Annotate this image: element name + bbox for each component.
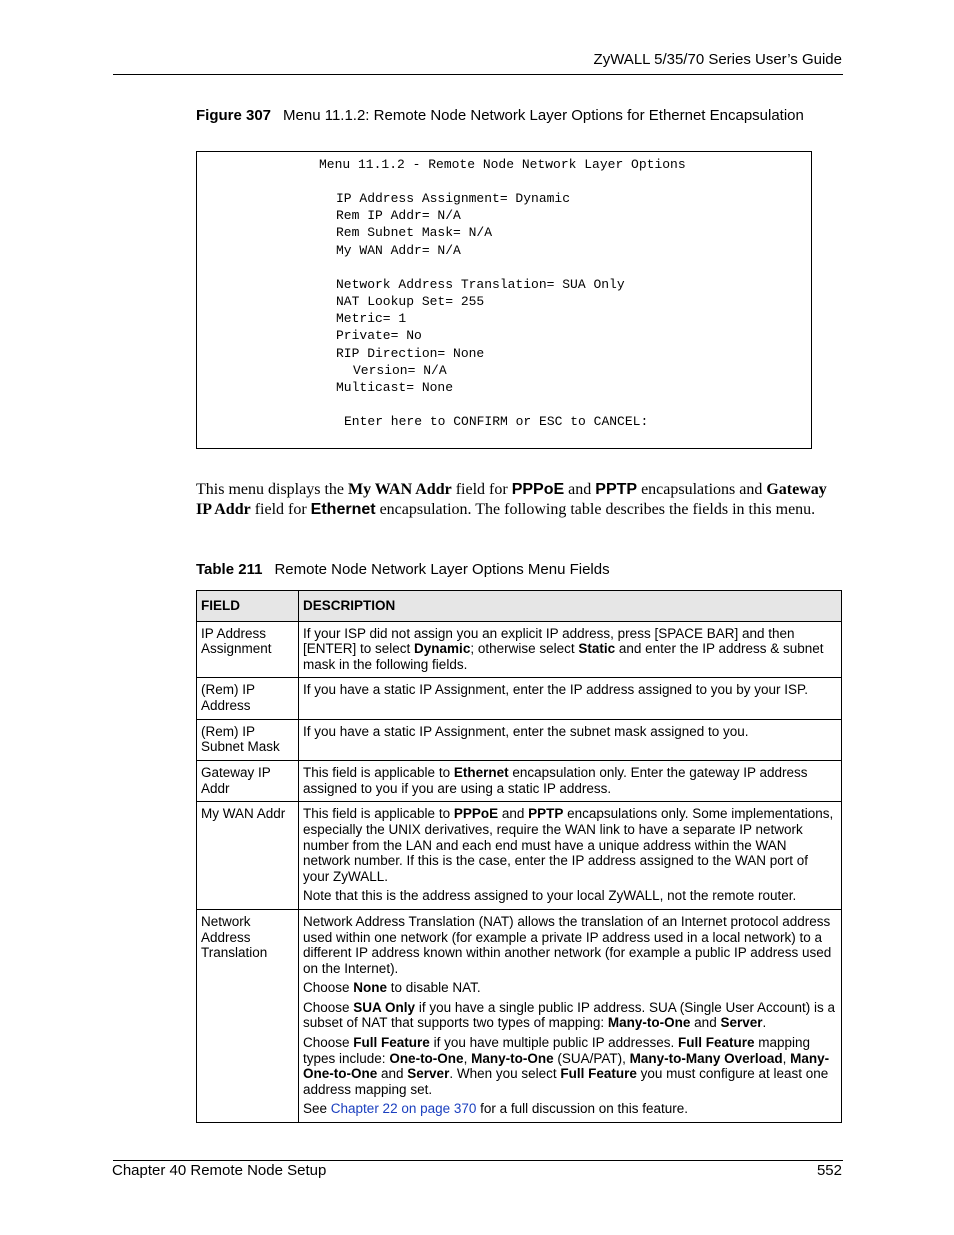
- table-row: [197, 719, 842, 761]
- field-description: [299, 761, 842, 802]
- terminal-screen: [196, 151, 812, 449]
- desc-bold: PPPoE: [453, 806, 499, 822]
- desc-paragraph: [303, 1035, 837, 1097]
- desc-bold: Many-to-One: [607, 1015, 691, 1031]
- desc-text: encapsulation only. Enter the gateway IP address assigned to you if you are using a static IP address.: [303, 765, 808, 796]
- desc-text: If you have a static IP Assignment, enter the IP address assigned to you by your ISP.: [303, 682, 809, 698]
- screen-line: Private= No: [336, 328, 422, 343]
- desc-bold: Static: [578, 641, 616, 657]
- intro-text: encapsulation. The following table describes the fields in this menu.: [375, 501, 816, 518]
- desc-text: . When you select: [449, 1066, 561, 1082]
- desc-bold: PPTP: [528, 806, 564, 822]
- field-description: [299, 678, 842, 719]
- desc-text: ,: [782, 1050, 791, 1066]
- running-header: ZyWALL 5/35/70 Series User’s Guide: [593, 51, 842, 68]
- desc-text: and: [377, 1066, 408, 1082]
- table-title: Remote Node Network Layer Options Menu Fields: [274, 561, 610, 578]
- intro-bold: PPTP: [595, 481, 638, 498]
- desc-bold: Many- One-to-One: [303, 1050, 830, 1082]
- desc-text: and enter the IP address & subnet mask in the following fields.: [303, 641, 824, 672]
- page-number: 552: [816, 1162, 842, 1179]
- field-description: [299, 802, 842, 910]
- column-header-description: DESCRIPTION: [299, 591, 842, 622]
- desc-paragraph: [303, 980, 837, 996]
- desc-text: if you have a single public IP address. SUA (Single User Account) is a subset of NAT that supports two types of mapping:: [303, 999, 836, 1031]
- fields-table: [196, 590, 842, 1123]
- screen-line: RIP Direction= None: [336, 346, 485, 361]
- intro-paragraph: [196, 480, 842, 520]
- desc-bold: One-to-One: [389, 1050, 464, 1066]
- intro-bold: My WAN Addr: [347, 481, 452, 498]
- desc-text: (SUA/PAT),: [553, 1050, 630, 1066]
- field-name: Network Address Translation: [197, 909, 299, 1122]
- screen-line: Rem IP Addr= N/A: [336, 208, 461, 223]
- field-name: Gateway IP Addr: [197, 761, 299, 802]
- table-header-row: [197, 591, 842, 622]
- desc-text: See: [303, 1101, 331, 1117]
- desc-bold: SUA Only: [353, 999, 416, 1015]
- desc-text: If your ISP did not assign you an explicit IP address, press [SPACE BAR] and then [ENTER] to select: [303, 625, 795, 657]
- screen-line: Rem Subnet Mask= N/A: [336, 225, 493, 240]
- screen-line: Network Address Translation= SUA Only: [336, 277, 625, 292]
- desc-text: and: [690, 1015, 721, 1031]
- screen-line: IP Address Assignment= Dynamic: [336, 191, 571, 206]
- desc-bold: Many-to-Many Overload: [629, 1050, 783, 1066]
- desc-bold: Server: [720, 1015, 763, 1031]
- desc-text: for a full discussion on this feature.: [476, 1101, 689, 1117]
- desc-bold: None: [353, 980, 388, 996]
- desc-bold: Server: [407, 1066, 450, 1082]
- desc-bold: Dynamic: [414, 641, 471, 657]
- figure-title: Menu 11.1.2: Remote Node Network Layer Options for Ethernet Encapsulation: [283, 107, 804, 124]
- table-label: Table 211: [196, 561, 263, 578]
- desc-paragraph: [303, 1101, 837, 1117]
- desc-text: Choose: [303, 1035, 354, 1051]
- desc-text: This field is applicable to: [303, 765, 454, 781]
- desc-text: .: [762, 1015, 767, 1031]
- field-name: (Rem) IP Subnet Mask: [197, 719, 299, 761]
- screen-line: Multicast= None: [336, 380, 454, 395]
- desc-text: and: [498, 806, 529, 822]
- screen-line: NAT Lookup Set= 255: [336, 294, 485, 309]
- screen-title: Menu 11.1.2 - Remote Node Network Layer Options: [319, 157, 686, 172]
- desc-text: you must configure at least one address mapping set.: [303, 1066, 829, 1097]
- desc-text: mapping types include:: [303, 1035, 811, 1066]
- field-description: [299, 621, 842, 678]
- intro-text: This menu displays the: [196, 481, 348, 498]
- intro-text: field for: [250, 501, 311, 518]
- intro-text: and: [564, 481, 596, 498]
- desc-paragraph: Note that this is the address assigned to your local ZyWALL, not the remote router.: [303, 888, 797, 904]
- figure-caption: [196, 107, 804, 124]
- screen-line: Version= N/A: [353, 363, 447, 378]
- desc-paragraph: [303, 806, 837, 884]
- desc-text: ; otherwise select: [470, 641, 579, 657]
- footer-chapter: Chapter 40 Remote Node Setup: [112, 1162, 327, 1179]
- desc-bold: Full Feature: [353, 1035, 430, 1051]
- desc-text: If you have a static IP Assignment, enter the subnet mask assigned to you.: [303, 723, 749, 739]
- screen-line: My WAN Addr= N/A: [336, 243, 461, 258]
- intro-text: encapsulations and: [637, 481, 767, 498]
- table-row: [197, 802, 842, 910]
- intro-text: field for: [451, 481, 512, 498]
- desc-text: Choose: [303, 980, 354, 996]
- table-row: [197, 621, 842, 678]
- table-caption: [196, 561, 610, 578]
- desc-text: to disable NAT.: [387, 980, 481, 996]
- field-name: My WAN Addr: [197, 802, 299, 910]
- figure-label: Figure 307: [196, 107, 272, 124]
- desc-bold: Many-to-One: [471, 1050, 554, 1066]
- header-rule: [113, 74, 843, 75]
- table-row: [197, 909, 842, 1122]
- desc-paragraph: [303, 1000, 837, 1031]
- intro-bold: Gateway IP Addr: [196, 481, 827, 518]
- desc-paragraph: Network Address Translation (NAT) allows the translation of an Internet protocol address used within one network (for example a private IP address used in a local network) to a different IP address known within another network (for example a public IP address used on the Internet).: [303, 913, 832, 976]
- intro-bold: Ethernet: [310, 501, 376, 518]
- desc-bold: Full Feature: [677, 1035, 755, 1051]
- table-row: [197, 761, 842, 802]
- field-name: IP Address Assignment: [197, 621, 299, 678]
- desc-text: encapsulations only. Some implementations, especially the UNIX derivatives, require the WAN link to have a separate IP network number from the LAN and each end must have a unique address within the WAN network number. If this is the case, enter the IP address assigned to the WAN port of your ZyWALL.: [303, 806, 834, 884]
- field-name: (Rem) IP Address: [197, 678, 299, 719]
- desc-text: if you have multiple public IP addresses.: [429, 1035, 678, 1051]
- intro-bold: PPPoE: [511, 481, 565, 498]
- desc-text: ,: [463, 1050, 472, 1066]
- screen-prompt: Enter here to CONFIRM or ESC to CANCEL:: [344, 414, 649, 429]
- desc-text: This field is applicable to: [303, 806, 454, 822]
- column-header-field: FIELD: [197, 591, 299, 622]
- field-description: [299, 909, 842, 1122]
- chapter-link[interactable]: Chapter 22 on page 370: [330, 1101, 477, 1117]
- desc-text: Choose: [303, 999, 354, 1015]
- screen-line: Metric= 1: [336, 311, 407, 326]
- desc-bold: Full Feature: [560, 1066, 637, 1082]
- footer-rule: [113, 1160, 843, 1161]
- table-row: [197, 678, 842, 719]
- desc-bold: Ethernet: [453, 765, 509, 781]
- field-description: [299, 719, 842, 761]
